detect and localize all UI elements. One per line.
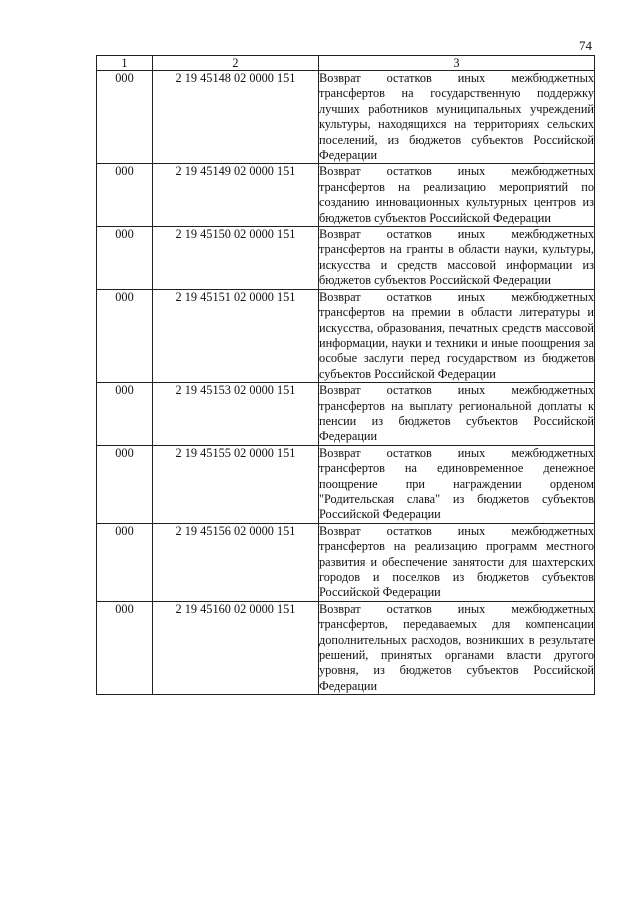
table-row (97, 164, 595, 227)
row-code-cell: 000 (97, 71, 153, 164)
row-description-cell: Возврат остатков иных межбюджетных трансфертов на гранты в области науки, культуры, искусства и средств массовой информации из бюджетов субъектов Российской Федерации (319, 227, 594, 288)
row-code-cell: 000 (97, 445, 153, 523)
row-description-cell: Возврат остатков иных межбюджетных трансфертов на выплату региональной доплаты к пенсии из бюджетов субъектов Российской Федерации (319, 383, 594, 444)
row-code-cell: 000 (97, 164, 153, 227)
table-header-row (97, 56, 595, 71)
row-code-cell: 000 (97, 601, 153, 694)
table-row (97, 383, 595, 446)
table-row (97, 601, 595, 694)
row-code-cell: 000 (97, 227, 153, 290)
column-header-2: 2 (153, 56, 319, 71)
row-kbk-cell: 2 19 45153 02 0000 151 (153, 383, 319, 446)
budget-codes-table (96, 55, 595, 695)
column-header-1: 1 (97, 56, 153, 71)
row-kbk-cell: 2 19 45148 02 0000 151 (153, 71, 319, 164)
row-kbk-cell: 2 19 45160 02 0000 151 (153, 601, 319, 694)
page-number: 74 (579, 38, 592, 53)
row-description-cell: Возврат остатков иных межбюджетных трансфертов на единовременное денежное поощрение при награждении орденом "Родительская слава" из бюджетов субъектов Российской Федерации (319, 445, 594, 522)
table-row (97, 445, 595, 523)
row-description-cell: Возврат остатков иных межбюджетных трансфертов на реализацию программ местного развития и обеспечение занятости для шахтерских городов и поселков из бюджетов субъектов Российской Федерации (319, 523, 594, 600)
row-description-cell: Возврат остатков иных межбюджетных трансфертов на реализацию мероприятий по созданию инновационных культурных центров из бюджетов субъектов Российской Федерации (319, 164, 594, 225)
row-code-cell: 000 (97, 289, 153, 382)
row-kbk-cell: 2 19 45151 02 0000 151 (153, 289, 319, 382)
table-row (97, 523, 595, 601)
table-row (97, 227, 595, 290)
row-description-cell: Возврат остатков иных межбюджетных трансфертов на государственную поддержку лучших работников муниципальных учреждений культуры, находящихся на территориях сельских поселений, из бюджетов субъектов Российской Федерации (319, 71, 594, 163)
row-code-cell: 000 (97, 523, 153, 601)
row-kbk-cell: 2 19 45155 02 0000 151 (153, 445, 319, 523)
table-row (97, 289, 595, 382)
table-row (97, 71, 595, 164)
row-code-cell: 000 (97, 383, 153, 446)
column-header-3: 3 (319, 56, 595, 71)
row-description-cell: Возврат остатков иных межбюджетных трансфертов, передаваемых для компенсации дополнительных расходов, возникших в результате решений, принятых органами власти другого уровня, из бюджетов субъектов Российской Федерации (319, 601, 594, 693)
row-kbk-cell: 2 19 45156 02 0000 151 (153, 523, 319, 601)
row-kbk-cell: 2 19 45149 02 0000 151 (153, 164, 319, 227)
row-description-cell: Возврат остатков иных межбюджетных трансфертов на премии в области литературы и искусства, образования, печатных средств массовой информации, науки и техники и иные поощрения за особые заслуги перед государством из бюджетов субъектов Российской Федерации (319, 289, 594, 381)
row-kbk-cell: 2 19 45150 02 0000 151 (153, 227, 319, 290)
